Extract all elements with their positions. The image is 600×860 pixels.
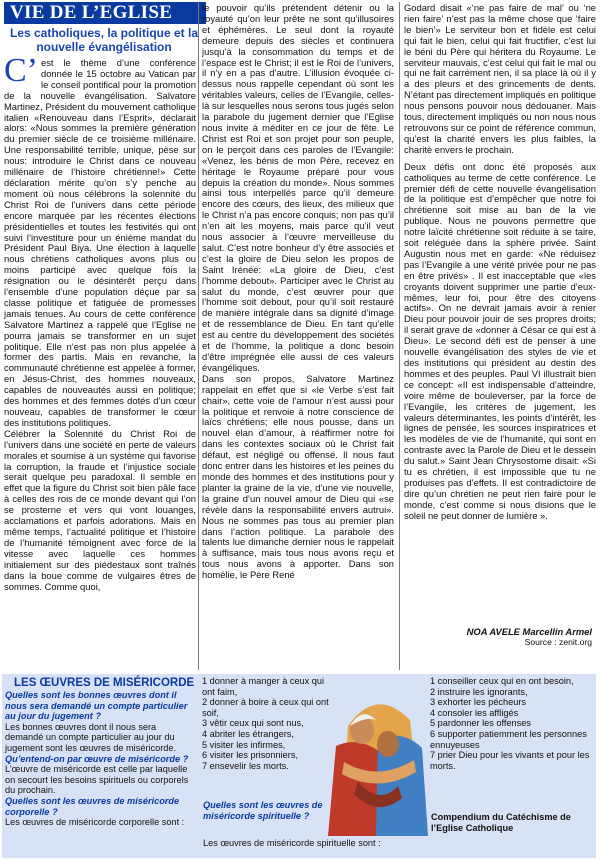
article-column-3 — [404, 3, 596, 658]
author-signature: NOA AVELE Marcellin Armel — [466, 626, 592, 637]
list-item: 7 ensevelir les morts. — [202, 760, 289, 771]
article-column-2 — [202, 3, 394, 658]
article-column-1 — [4, 58, 196, 658]
list-item: 5 visiter les infirmes, — [202, 739, 286, 750]
article-paragraph: Godard disait «‘ne pas faire de mal’ ou ‘ne rien faire’ n’est pas la même chose que ‘faire le bien’» Le serviteur bon et fidèle est celui qui fait le bien, celui qui fait fructifier, c’est lui le béni du Père qui héritera du Royaume. Le serviteur mauvais, c’est celui qui fait le mal ou qui ne fait carrément rien, il sa place là où il y a des pleurs et des grincements de dents. N’étant pas directement impliqués en politique nous pensons pouvoir nous dédouaner. Mais tous, directement impliqués ou non nous nous retrouvons sur ce point de référence commun, qu’est la charité envers les plus faibles, la charité envers le prochain. — [404, 3, 596, 155]
answer: Les bonnes œuvres dont il nous sera demandé un compte particulier au jour du jugement sont les œuvres de miséricorde. — [5, 721, 177, 753]
list-item: 1 conseiller ceux qui en ont besoin, — [430, 676, 574, 686]
article-paragraph: C’est le thème d’une conférence donnée le 15 octobre au Vatican par le conseil pontifical pour la promotion de la nouvelle évangélisation. Salvatore Martinez, Président du mouvement catholique italien «Renouveau dans l’Esprit», déclarait alors: «Nous sommes la première génération du premier siècle de ce troisième millénaire. Une responsabilité terrible, unique, pèse sur nous: introduire le Christ dans ce nouveau millénaire de l’histoire chrétienne!» Cette déclaration mérite qu’on s’y penche au moment où nous célébrons la solennité du Christ Roi de l’univers dans cette période encore marquée par les récentes élections présidentielles et toutes les festivités qui ont suivi l’investiture pour un énième mandat du Président Paul Biya. Une élection à laquelle nous chrétiens catholiques avons plus ou moins participé avec quelque fois la résignation ou le désintérêt perçu dans l’ensemble d’une population déçue par sa classe politique et fatiguée de promesses jamais tenues. Au cours de cette conférence Salvatore Martinez a rappelé que l’Eglise ne pourra jamais se transformer en un sujet politique. Elle n’est pas non plus appelée à former des partis. Mais en revanche, la communauté chrétienne est appelée à former, en Jésus-Christ, des hommes nouveaux, capables de nouveautés aussi en politique; des hommes et des femmes dotés d’un cœur nouveau, capables de transformer le cœur des institutions politiques. — [4, 58, 196, 428]
catechism-qa — [5, 690, 195, 828]
question: Quelles sont les œuvres de miséricorde corporelle ? — [5, 795, 180, 817]
article-paragraph: Célébrer la Solennité du Christ Roi de l’univers dans une société en perte de valeurs morales et soumise à un système qui favorise la corruption, la fraude et l’injustice sociale serait quelque peu paradoxal. Il semble en effet que la figure du Christ soit bien pâle face à celles des rois de ce monde devant qui l’on se prosterne et vers qui vont louanges, acclamations et parfois adorations. Mais en même temps, l’actualité politique et l’histoire de l’humanité témoignent avec force de la vitesse avec laquelle ces hommes initialement sur des piédestaux sont traînés dans la boue comme de vulgaires êtres de sommes. Comme quoi, — [4, 427, 196, 592]
question: Qu’entend-on par œuvre de miséricorde ? — [5, 753, 189, 764]
answer: L’œuvre de miséricorde est celle par laquelle on secourt les besoins spirituels ou corporels du prochain. — [5, 764, 189, 796]
list-item: 2 donner à boire à ceux qui ont soif, — [202, 697, 329, 718]
answer: Les œuvres de miséricorde spirituelle sont : — [203, 838, 381, 848]
list-item: 2 instruire les ignorants, — [430, 686, 528, 697]
corporal-works-list — [202, 676, 334, 771]
list-item: 3 exhorter les pécheurs — [430, 697, 527, 708]
list-item: 3 vêtir ceux qui sont nus, — [202, 718, 304, 729]
spiritual-works-list — [430, 676, 592, 771]
list-item: 7 prier Dieu pour les vivants et pour les morts. — [430, 750, 590, 771]
list-item: 6 visiter les prisonniers, — [202, 750, 298, 761]
question: Quelles sont les œuvres de miséricorde spirituelle ? — [203, 800, 323, 821]
list-item: 4 consoler les affligés — [430, 707, 519, 718]
prodigal-son-illustration — [318, 686, 434, 838]
column-divider — [399, 2, 400, 670]
list-item: 5 pardonner les offenses — [430, 718, 531, 729]
list-item: 6 supporter patiemment les personnes ennuyeuses — [430, 728, 587, 750]
question: Quelles sont les bonnes œuvres dont il nous sera demandé un compte particulier au jour du jugement ? — [5, 690, 188, 722]
article-paragraph: le pouvoir qu’ils prétendent détenir ou la royauté qu’on leur prête ne sont qu’illusoires et éphémères. Le seul dont la royauté demeure depuis des siècles et continuera jusqu’à la consommation du temps et de l’espace est le Christ; il est le Roi de l’univers, il n’y en a pas d’autre. L’illusion évoquée ci-dessus nous rappelle cependant où sont les véritables valeurs, celles de l’Evangile, celles-là sur lesquelles nous serons tous jugés selon la parabole du jugement dernier que l’Eglise nous invite à méditer en ce jour de fête. Le Christ est Roi et son projet pour son peuple, on le perçoit dans ces paroles de l’Evangile: «Venez, les bénis de mon Père, recevez en héritage le Royaume préparé pour vous depuis la création du monde». Nous sommes ainsi tous interpellés parce qu’il demeure encore des cœurs, des lieux, des milieux que le Christ n’a pas encore conquis; non pas qu’il n’en ait les moyens, mais parce qu’il veut nous associer à l’œuvre merveilleuse du salut. C’est notre bonheur d’y être associés et c’est la gloire de Dieu selon les propos de Saint Irénée: «La gloire de Dieu, c’est l’homme debout». Participer avec le Christ au salut du monde, c’est œuvrer pour que l’homme soit debout, pour qu’il soit restauré de manière intégrale dans sa dignité d’image et de ressemblance de Dieu. En tant qu’elle est au centre du développement des sociétés et de l’homme, la politique a donc besoin d’être imprégnée elle aussi de ces valeurs évangéliques. — [202, 3, 394, 373]
compendium-credit: Compendium du Catéchisme de l’Eglise Catholique — [431, 812, 571, 833]
list-item: 1 donner à manger à ceux qui ont faim, — [202, 676, 325, 697]
column-divider — [198, 2, 199, 670]
article-title: Les catholiques, la politique et la nouvelle évangélisation — [9, 26, 199, 54]
article-paragraph: Dans son propos, Salvatore Martinez rappelait en effet que si «le Verbe s’est fait chair», cette voie de l’amour n’est aussi pour la politique et renvoie à notre conscience de laïcs chrétiens; elle nous pousse, dans un nouvel élan d’amour, à réaffirmer notre foi dans les contextes sociaux où le Christ fait défaut, est négligé ou offensé. Il nous faut donc entrer dans les histoires et les peines du monde des hommes et des institutions pour y planter la graine de la vie, d’une vie nouvelle, la graine d’un nouvel amour de Dieu qui «se révèle dans la responsabilité envers autrui». Nous ne sommes pas tous au premier plan dans l’action politique. La parabole des talents lue dimanche dernier nous le rappelait à suffisance, mais tous nous avons reçu et tous nous avons à apporter. Dans son homélie, le Père René — [202, 372, 394, 581]
misericorde-title: LES ŒUVRES DE MISÉRICORDE — [14, 677, 195, 689]
source-credit: Source : zenit.org — [524, 637, 592, 647]
section-title: VIE DE L’EGLISE — [4, 2, 206, 24]
answer: Les œuvres de miséricorde corporelle sont : — [5, 817, 185, 828]
article-paragraph: Deux défis ont donc été proposés aux catholiques au terme de cette conférence. Le premier défi de cette nouvelle évangélisation de la politique est d’empêcher que notre foi chrétienne soit mise au ban de la vie publique. Nous ne pouvons permettre que notre laïcité chrétienne soit réduite à se taire, soit reléguée dans la sphère privée. Saint Augustin nous met en garde: «Ne réduisez pas l’Evangile à une vérité privée pour ne pas en être privés» . Il est inacceptable que «les croyants doivent supprimer une partie d’eux-mêmes, leur foi, pour être des citoyens actifs». On ne devrait jamais avoir à renier Dieu pour pouvoir jouir de ses propres droits; il serait grave de «donner à César ce qui est à Dieu». Le second défi est de penser à une nouvelle évangélisation des styles de vie et des institutions qui président au destin des hommes et des peuples. Paul VI illustrait bien ce concept: «Il est indispensable d’atteindre, voire même de bouleverser, par la force de l’Evangile, les critères de jugement, les valeurs déterminantes, les points d’intérêt, les lignes de pensée, les sources inspiratrices et les modèles de vie de l’humanité, qui sont en contraste avec la Parole de Dieu et le dessein du salut.» Saint Jean Chrysostome disait: «Si tu es chrétien, il est impossible que tu ne produises pas d’effets. Il est contradictoire de dire qu’un chrétien ne peut rien faire pour le monde, c’est comme si nous disions que le soleil ne peut donner de lumière ». — [404, 160, 596, 521]
list-item: 4 abriter les étrangers, — [202, 728, 294, 739]
